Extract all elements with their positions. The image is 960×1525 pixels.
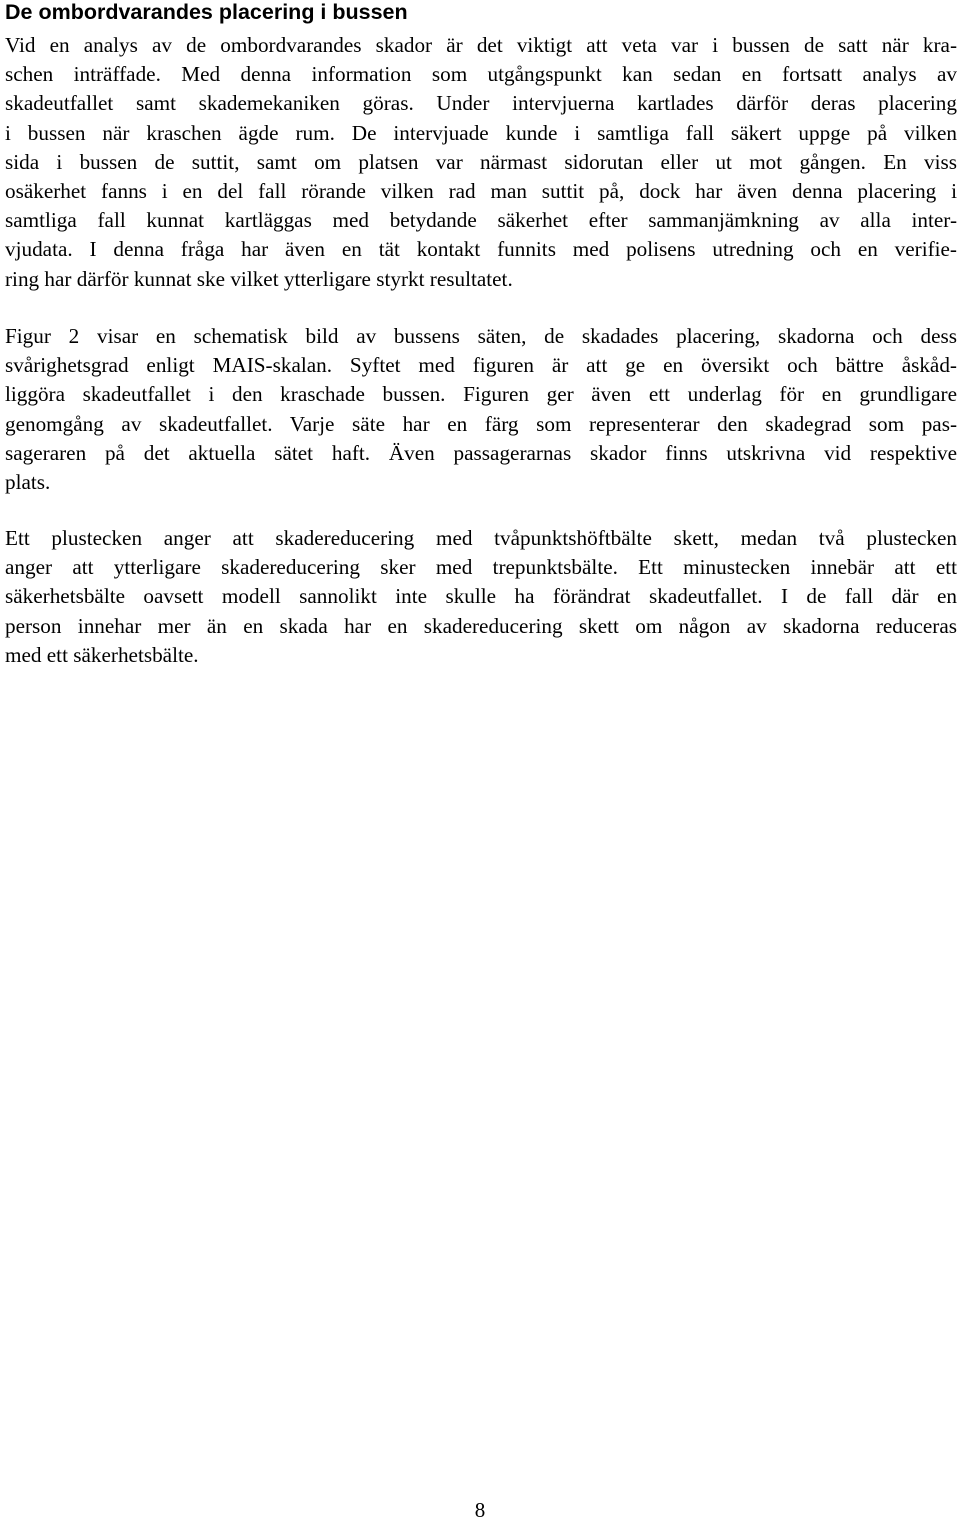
paragraph-line: säkerhetsbälte oavsett modell sannolikt inte skulle ha förändrat skadeutfallet. I de fall där en <box>5 584 957 609</box>
paragraph-figure-description <box>5 322 957 497</box>
paragraph-line: svårighetsgrad enligt MAIS-skalan. Syftet med figuren är att ge en översikt och bättre åskåd- <box>5 353 957 378</box>
paragraph-line: Vid en analys av de ombordvarandes skador är det viktigt att veta var i bussen de satt när kra- <box>5 33 957 57</box>
paragraph-line: genomgång av skadeutfallet. Varje säte har en färg som representerar den skadegrad som pas- <box>5 411 957 436</box>
paragraph-line: sageraren på det aktuella sätet haft. Även passagerarnas skador finns utskrivna vid respektive <box>5 440 957 465</box>
paragraph-line: i bussen när kraschen ägde rum. De intervjuade kunde i samtliga fall säkert uppge på vilken <box>5 120 957 145</box>
paragraph-line: liggöra skadeutfallet i den kraschade bussen. Figuren ger även ett underlag för en grundligare <box>5 382 957 407</box>
paragraph-line: samtliga fall kunnat kartläggas med betydande säkerhet efter sammanjämkning av alla inter- <box>5 208 957 233</box>
paragraph-line: Ett plustecken anger att skadereducering med tvåpunktshöftbälte skett, medan två plustecken <box>5 526 957 550</box>
paragraph-line: med ett säkerhetsbälte. <box>5 642 199 667</box>
paragraph-line: sida i bussen de suttit, samt om platsen var närmast sidorutan eller ut mot gången. En viss <box>5 149 957 174</box>
paragraph-line: skadeutfallet samt skademekaniken göras. Under intervjuerna kartlades därför deras placering <box>5 91 957 116</box>
paragraph-seatbelt-signs <box>5 524 957 670</box>
paragraph-line: vjudata. I denna fråga har även en tät kontakt funnits med polisens utredning och en verifie- <box>5 237 957 262</box>
paragraph-line: Figur 2 visar en schematisk bild av bussens säten, de skadades placering, skadorna och dess <box>5 324 957 348</box>
paragraph-line: schen inträffade. Med denna information som utgångspunkt kan sedan en fortsatt analys av <box>5 62 957 87</box>
page-number: 8 <box>474 1498 486 1522</box>
paragraph-line: ring har därför kunnat ske vilket ytterligare styrkt resultatet. <box>5 266 513 291</box>
paragraph-line: person innehar mer än en skada har en skadereducering skett om någon av skadorna reduceras <box>5 613 957 638</box>
section-heading: De ombordvarandes placering i bussen <box>5 0 408 24</box>
paragraph-seat-placement <box>5 31 957 294</box>
paragraph-line: anger att ytterligare skadereducering sker med trepunktsbälte. Ett minustecken innebär att ett <box>5 555 957 580</box>
paragraph-line: osäkerhet fanns i en del fall rörande vilken rad man suttit på, dock har även denna placering i <box>5 178 957 203</box>
paragraph-line: plats. <box>5 469 51 494</box>
